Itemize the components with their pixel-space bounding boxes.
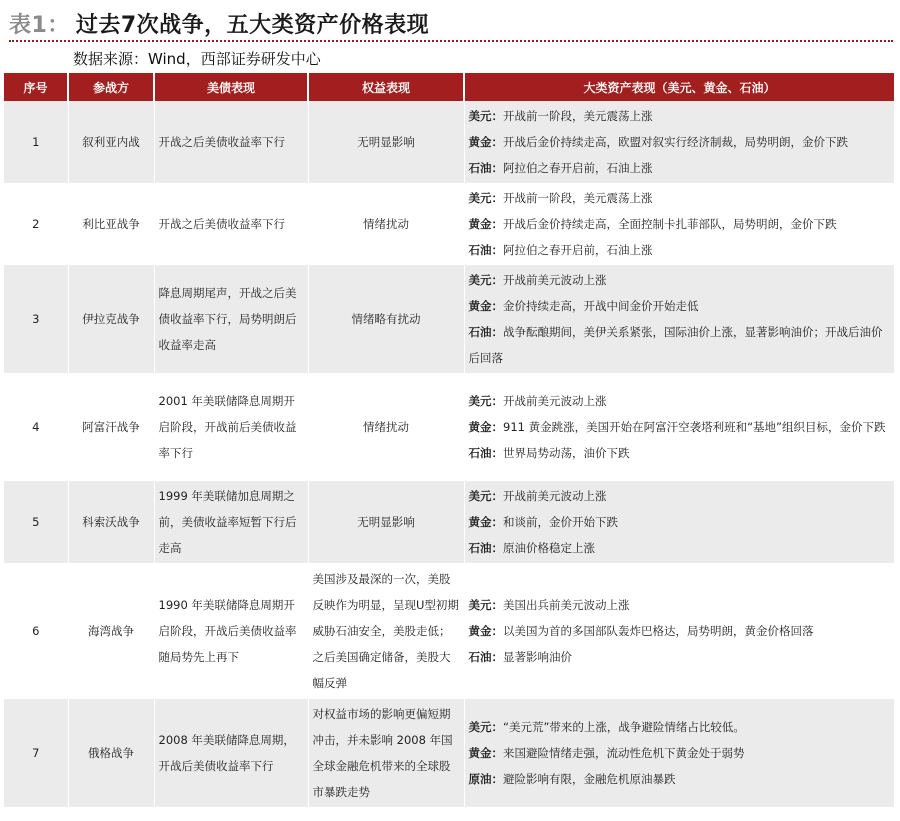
row-bond: 2008 年美联储降息周期，开战后美债收益率下行 xyxy=(154,699,308,807)
asset-line xyxy=(469,535,891,561)
asset-line xyxy=(469,155,891,181)
row-assets xyxy=(464,265,894,373)
row-number: 3 xyxy=(4,265,68,373)
row-bond: 开战之后美债收益率下行 xyxy=(154,183,308,265)
data-source: 数据来源：Wind，西部证券研发中心 xyxy=(73,50,321,68)
row-number: 7 xyxy=(4,699,68,807)
header-equity: 权益表现 xyxy=(308,73,464,101)
asset-line xyxy=(469,293,891,319)
asset-key: 石油： xyxy=(468,446,503,460)
row-number: 5 xyxy=(4,481,68,563)
asset-key: 原油： xyxy=(468,772,503,786)
asset-key: 石油： xyxy=(468,541,503,555)
asset-line xyxy=(469,766,891,792)
asset-key: 美元： xyxy=(468,720,503,734)
table-row xyxy=(4,101,894,183)
table-caption xyxy=(9,8,893,38)
row-equity: 情绪扰动 xyxy=(308,373,464,481)
row-bond: 降息周期尾声，开战之后美债收益率下行，局势明朗后收益率走高 xyxy=(154,265,308,373)
header-no: 序号 xyxy=(4,73,68,101)
row-equity: 美国涉及最深的一次，美股反映作为明显，呈现U型初期威胁石油安全，美股走低；之后美国确定储备，美股大幅反弹 xyxy=(308,563,464,699)
row-assets xyxy=(464,563,894,699)
asset-line xyxy=(469,618,891,644)
row-war: 科索沃战争 xyxy=(68,481,154,563)
asset-text: 来国避险情绪走强，流动性危机下黄金处于弱势 xyxy=(503,746,745,760)
asset-text: 开战前美元波动上涨 xyxy=(503,394,607,408)
asset-text: 开战前一阶段，美元震荡上涨 xyxy=(503,191,653,205)
asset-key: 黄金： xyxy=(468,299,503,313)
table-row xyxy=(4,373,894,481)
row-assets xyxy=(464,699,894,807)
asset-text: 开战前一阶段，美元震荡上涨 xyxy=(503,109,653,123)
row-war: 海湾战争 xyxy=(68,563,154,699)
row-equity: 情绪略有扰动 xyxy=(308,265,464,373)
asset-text: 以美国为首的多国部队轰炸巴格达，局势明朗，黄金价格回落 xyxy=(503,624,814,638)
asset-line xyxy=(469,388,891,414)
asset-line xyxy=(469,592,891,618)
header-bond: 美债表现 xyxy=(154,73,308,101)
asset-key: 美元： xyxy=(468,598,503,612)
asset-text: 显著影响油价 xyxy=(503,650,572,664)
header-assets: 大类资产表现（美元、黄金、石油） xyxy=(464,73,894,101)
asset-key: 美元： xyxy=(468,489,503,503)
asset-key: 黄金： xyxy=(468,746,503,760)
asset-text: 原油价格稳定上涨 xyxy=(503,541,595,555)
asset-line xyxy=(469,319,891,371)
asset-key: 黄金： xyxy=(468,217,503,231)
asset-key: 美元： xyxy=(468,191,503,205)
table-row xyxy=(4,183,894,265)
asset-line xyxy=(469,440,891,466)
table-title: 过去7次战争，五大类资产价格表现 xyxy=(75,13,430,38)
asset-line xyxy=(469,740,891,766)
asset-text: 避险影响有限，金融危机原油暴跌 xyxy=(503,772,676,786)
row-bond: 1999 年美联储加息周期之前，美债收益率短暂下行后走高 xyxy=(154,481,308,563)
table-row xyxy=(4,699,894,807)
row-equity: 无明显影响 xyxy=(308,101,464,183)
row-war: 俄格战争 xyxy=(68,699,154,807)
asset-key: 美元： xyxy=(468,394,503,408)
asset-line xyxy=(469,211,891,237)
war-asset-table xyxy=(4,73,894,807)
row-equity: 对权益市场的影响更偏短期冲击，并未影响 2008 年国全球金融危机带来的全球股市暴跌走势 xyxy=(308,699,464,807)
asset-line xyxy=(469,714,891,740)
asset-text: 美国出兵前美元波动上涨 xyxy=(503,598,630,612)
row-number: 4 xyxy=(4,373,68,481)
asset-line xyxy=(469,129,891,155)
table-header-row xyxy=(4,73,894,101)
asset-text: 开战后金价持续走高，全面控制卡扎菲部队，局势明朗，金价下跌 xyxy=(503,217,837,231)
asset-line xyxy=(469,103,891,129)
asset-text: 和谈前，金价开始下跌 xyxy=(503,515,618,529)
row-equity: 情绪扰动 xyxy=(308,183,464,265)
asset-line xyxy=(469,509,891,535)
row-war: 阿富汗战争 xyxy=(68,373,154,481)
row-assets xyxy=(464,481,894,563)
asset-text: 阿拉伯之春开启前，石油上涨 xyxy=(503,161,653,175)
row-equity: 无明显影响 xyxy=(308,481,464,563)
row-war: 叙利亚内战 xyxy=(68,101,154,183)
row-number: 6 xyxy=(4,563,68,699)
header-war: 参战方 xyxy=(68,73,154,101)
asset-line xyxy=(469,644,891,670)
table-number: 表1： xyxy=(9,13,70,38)
asset-text: 金价持续走高，开战中间金价开始走低 xyxy=(503,299,699,313)
asset-line xyxy=(469,185,891,211)
asset-key: 石油： xyxy=(468,325,503,339)
asset-text: “美元荒”带来的上涨，战争避险情绪占比较低。 xyxy=(503,720,745,734)
row-war: 伊拉克战争 xyxy=(68,265,154,373)
row-number: 2 xyxy=(4,183,68,265)
row-war: 利比亚战争 xyxy=(68,183,154,265)
asset-text: 阿拉伯之春开启前，石油上涨 xyxy=(503,243,653,257)
title-divider xyxy=(9,40,893,42)
row-assets xyxy=(464,183,894,265)
asset-key: 石油： xyxy=(468,161,503,175)
asset-key: 黄金： xyxy=(468,515,503,529)
asset-text: 战争酝酿期间，美伊关系紧张，国际油价上涨，显著影响油价；开战后油价后回落 xyxy=(468,325,883,365)
asset-key: 黄金： xyxy=(468,624,503,638)
asset-key: 美元： xyxy=(468,273,503,287)
row-bond: 2001 年美联储降息周期开启阶段，开战前后美债收益率下行 xyxy=(154,373,308,481)
table-row xyxy=(4,265,894,373)
asset-key: 石油： xyxy=(468,650,503,664)
row-bond: 1990 年美联储降息周期开启阶段，开战后美债收益率随局势先上再下 xyxy=(154,563,308,699)
asset-text: 开战后金价持续走高，欧盟对叙实行经济制裁，局势明朗，金价下跌 xyxy=(503,135,848,149)
asset-key: 黄金： xyxy=(468,135,503,149)
asset-line xyxy=(469,267,891,293)
asset-text: 开战前美元波动上涨 xyxy=(503,273,607,287)
asset-key: 石油： xyxy=(468,243,503,257)
asset-text: 世界局势动荡，油价下跌 xyxy=(503,446,630,460)
row-assets xyxy=(464,373,894,481)
asset-line xyxy=(469,237,891,263)
asset-line xyxy=(469,414,891,440)
asset-line xyxy=(469,483,891,509)
row-bond: 开战之后美债收益率下行 xyxy=(154,101,308,183)
row-assets xyxy=(464,101,894,183)
asset-key: 黄金： xyxy=(468,420,503,434)
row-number: 1 xyxy=(4,101,68,183)
asset-text: 911 黄金跳涨，美国开始在阿富汗空袭塔利班和“基地”组织目标，金价下跌 xyxy=(503,420,886,434)
table-row xyxy=(4,563,894,699)
asset-key: 美元： xyxy=(468,109,503,123)
table-row xyxy=(4,481,894,563)
asset-text: 开战前美元波动上涨 xyxy=(503,489,607,503)
